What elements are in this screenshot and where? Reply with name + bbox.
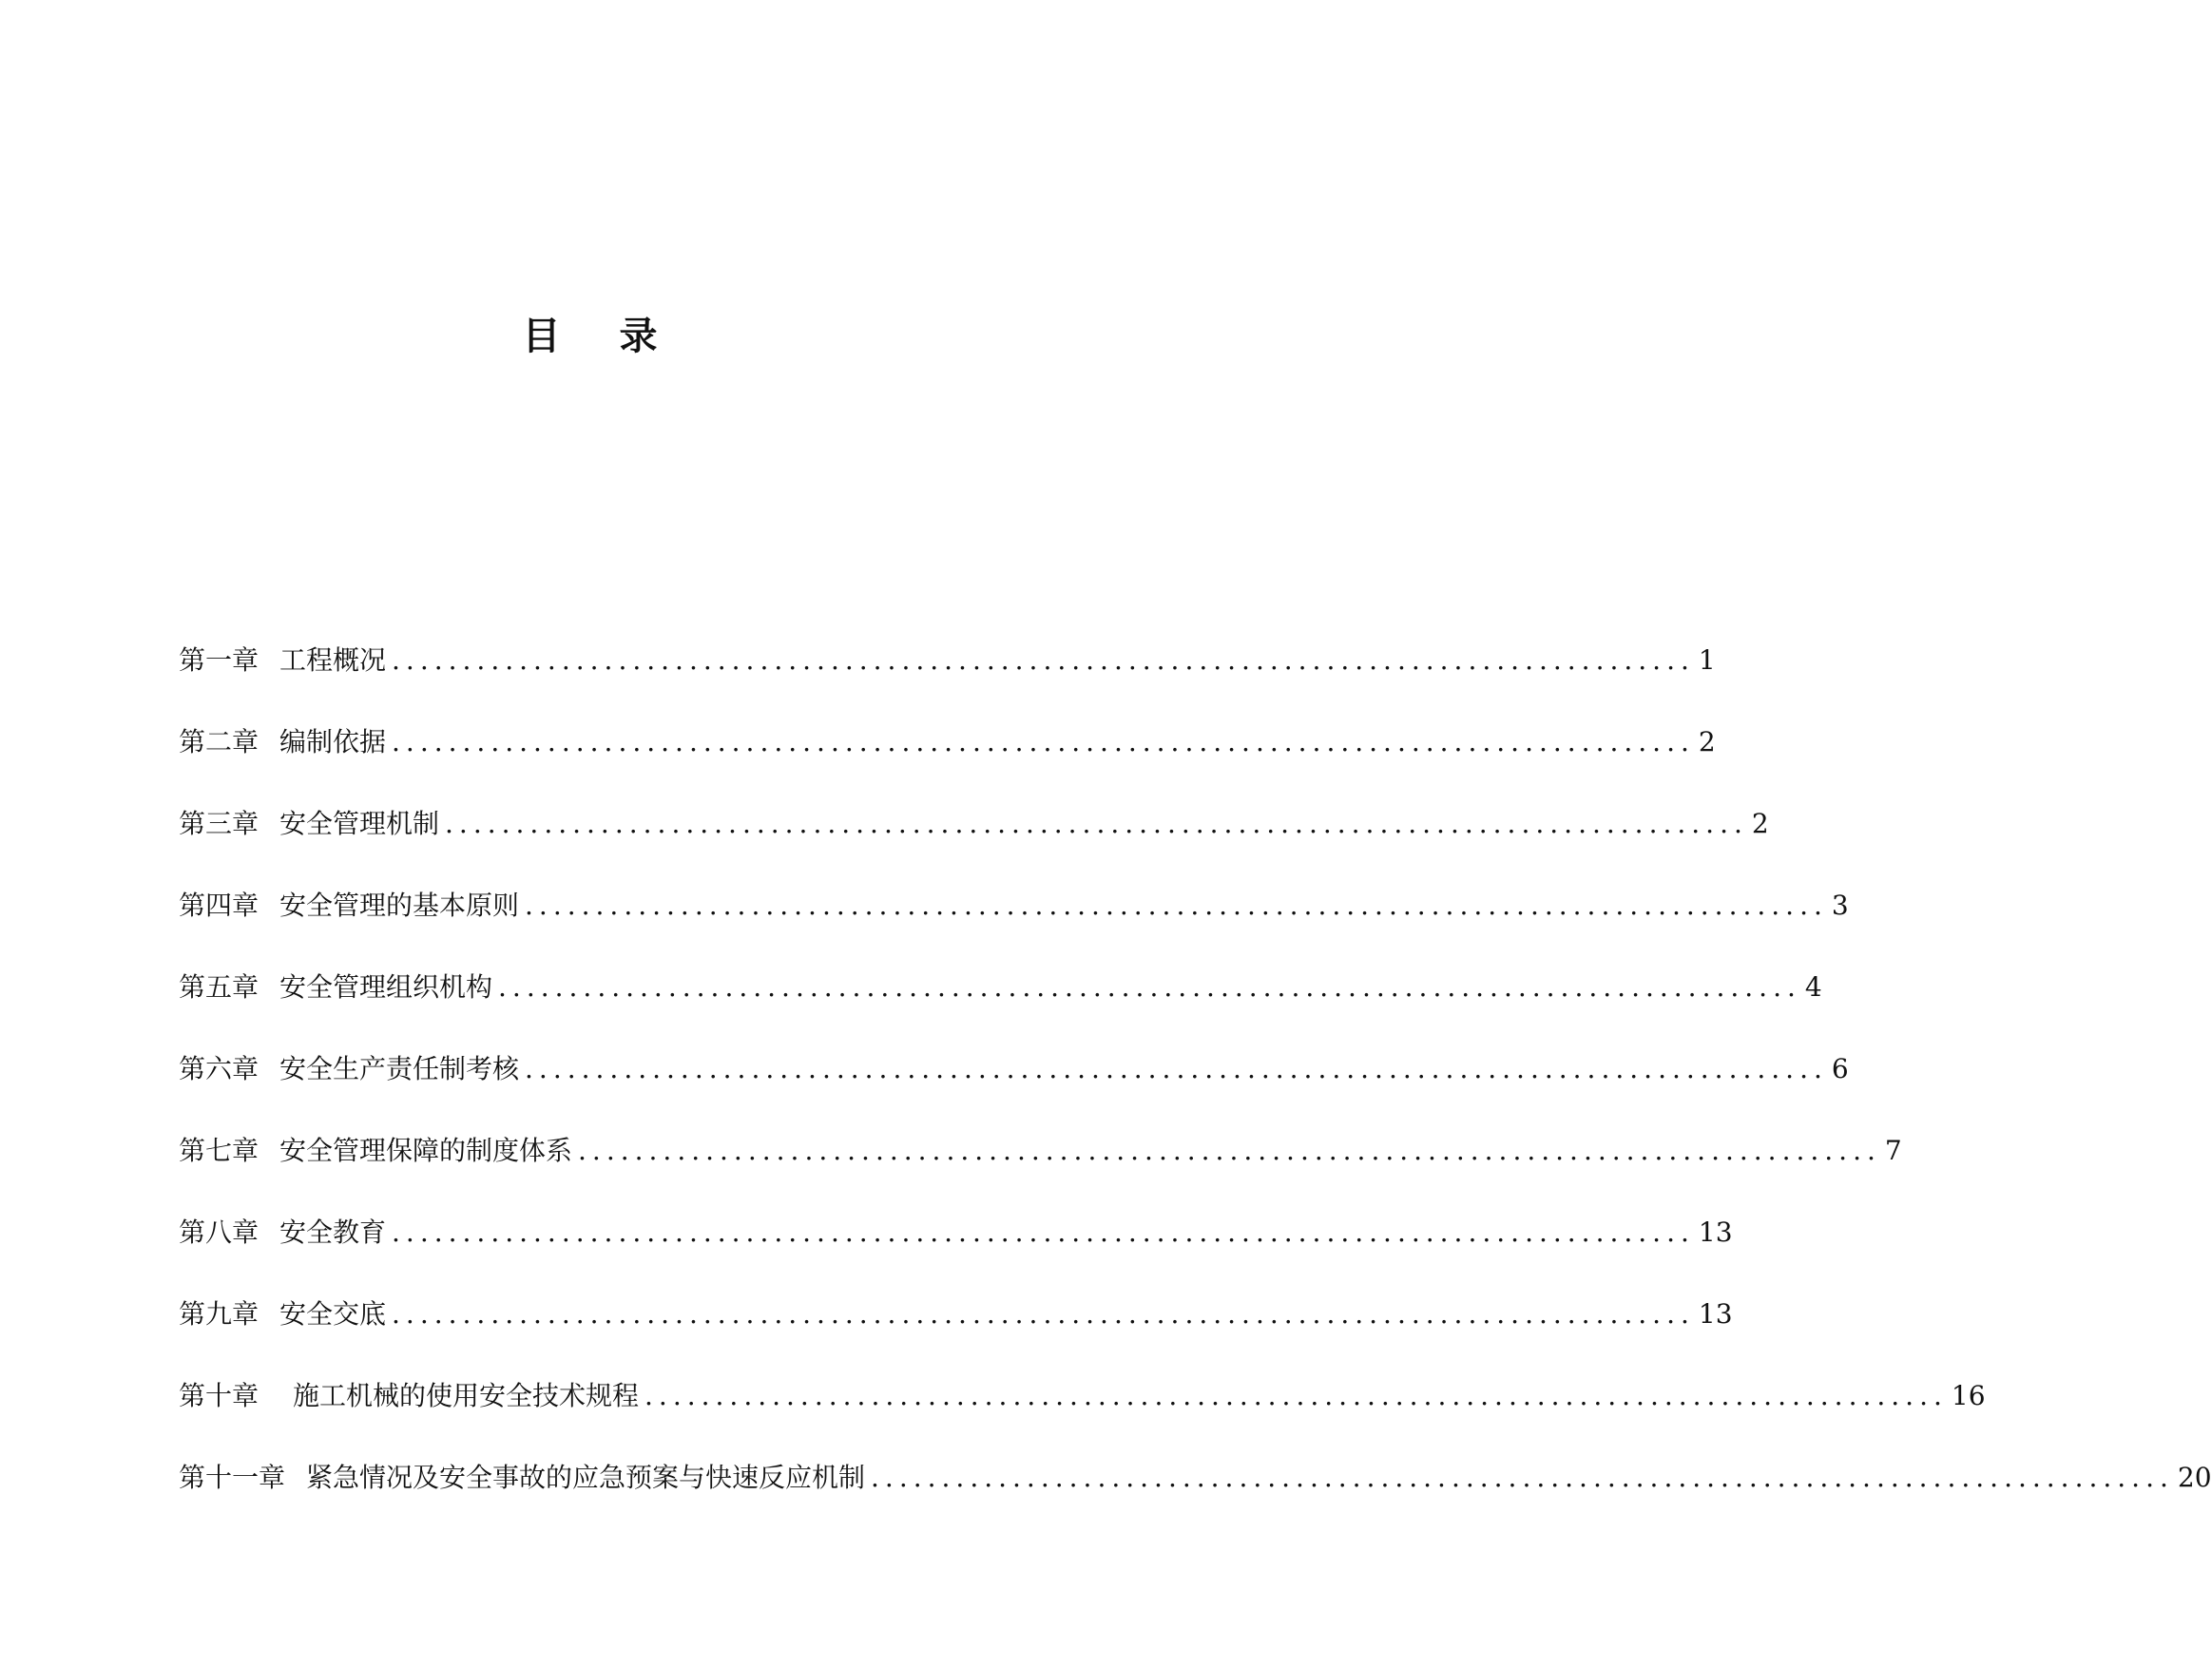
toc-page-number: 3 (1831, 890, 1849, 921)
toc-dot-leader: ............................................................................................ (644, 1380, 1948, 1411)
toc-chapter-number: 第九章 (179, 1298, 260, 1330)
page-title: 目 录 (522, 314, 681, 358)
toc-entry-9[interactable] (179, 1295, 1733, 1377)
toc-chapter-number: 第三章 (179, 808, 260, 839)
toc-page-number: 1 (1698, 644, 1716, 676)
toc-chapter-number: 第五章 (179, 971, 260, 1003)
toc-chapter-title: 安全管理机制 (279, 808, 440, 839)
toc-chapter-number: 第六章 (179, 1053, 260, 1084)
toc-chapter-title: 编制依据 (279, 726, 387, 757)
toc-entry-8[interactable] (179, 1214, 1733, 1295)
toc-entry-3[interactable] (179, 805, 1769, 887)
toc-entry-2[interactable] (179, 723, 1716, 805)
toc-dot-leader: ............................................................................................ (525, 890, 1828, 921)
toc-chapter-title: 安全管理的基本原则 (279, 890, 520, 921)
toc-chapter-title: 安全管理组织机构 (279, 971, 493, 1003)
toc-entry-4[interactable] (179, 887, 1849, 968)
toc-dot-leader: ............................................................................................ (392, 1217, 1695, 1248)
table-of-contents (179, 642, 2212, 1541)
toc-chapter-title: 安全管理保障的制度体系 (279, 1135, 573, 1166)
toc-entry-6[interactable] (179, 1050, 1849, 1132)
toc-page-number: 16 (1951, 1380, 1986, 1411)
toc-page-number: 4 (1804, 971, 1822, 1003)
toc-dot-leader: ............................................................................................ (445, 808, 1748, 839)
toc-entry-5[interactable] (179, 968, 1822, 1050)
toc-chapter-number: 第二章 (179, 726, 260, 757)
toc-chapter-number: 第七章 (179, 1135, 260, 1166)
toc-page-number: 13 (1698, 1217, 1733, 1248)
toc-chapter-title: 施工机械的使用安全技术规程 (293, 1380, 640, 1411)
toc-chapter-title: 安全教育 (279, 1217, 387, 1248)
toc-page-number: 2 (1751, 808, 1769, 839)
toc-page-number: 2 (1698, 726, 1716, 757)
toc-chapter-title: 工程概况 (279, 644, 387, 676)
toc-dot-leader: ............................................................................................ (392, 1298, 1695, 1330)
toc-page-number: 20 (2177, 1462, 2212, 1493)
toc-chapter-title: 安全交底 (279, 1298, 387, 1330)
toc-chapter-number: 第一章 (179, 644, 260, 676)
toc-dot-leader: ............................................................................................ (871, 1462, 2174, 1493)
toc-dot-leader: ............................................................................................ (498, 971, 1801, 1003)
toc-entry-10[interactable] (179, 1377, 1986, 1459)
toc-dot-leader: ............................................................................................ (392, 644, 1695, 676)
toc-dot-leader: ............................................................................................ (392, 726, 1695, 757)
toc-chapter-title: 紧急情况及安全事故的应急预案与快速反应机制 (306, 1462, 866, 1493)
toc-page-number: 7 (1884, 1135, 1902, 1166)
toc-chapter-title: 安全生产责任制考核 (279, 1053, 520, 1084)
toc-dot-leader: ............................................................................................ (525, 1053, 1828, 1084)
toc-entry-1[interactable] (179, 642, 1716, 723)
toc-chapter-number: 第十一章 (179, 1462, 286, 1493)
toc-dot-leader: ............................................................................................ (578, 1135, 1881, 1166)
toc-chapter-number: 第八章 (179, 1217, 260, 1248)
toc-chapter-number: 第四章 (179, 890, 260, 921)
toc-page-number: 13 (1698, 1298, 1733, 1330)
toc-page-number: 6 (1831, 1053, 1849, 1084)
toc-chapter-number: 第十章 (179, 1380, 260, 1411)
toc-entry-7[interactable] (179, 1132, 1902, 1214)
toc-entry-11[interactable] (179, 1459, 2212, 1541)
